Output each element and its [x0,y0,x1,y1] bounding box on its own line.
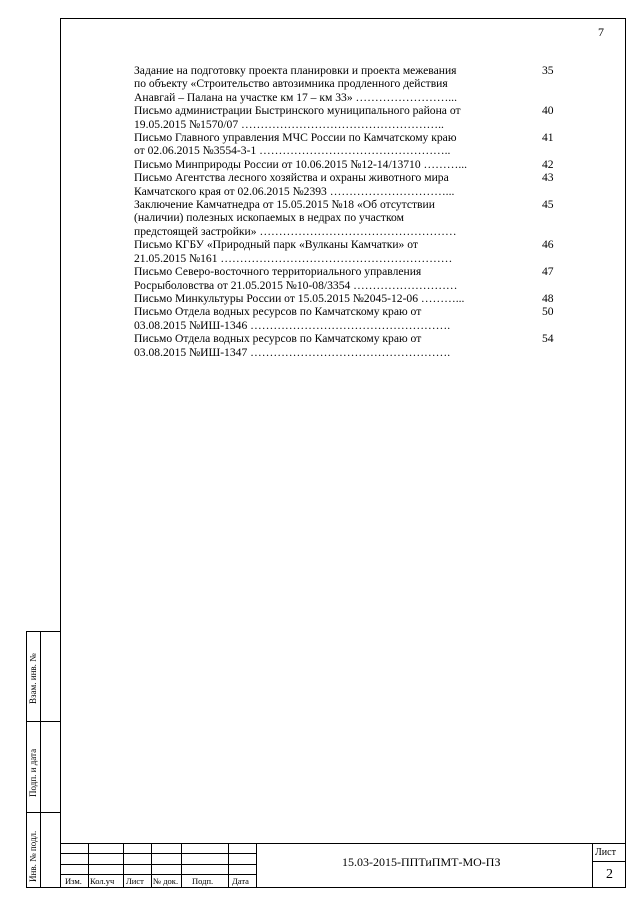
stamp-col-line [88,843,89,888]
title-block-top-border [60,843,626,844]
toc-entry-line: Письмо Отдела водных ресурсов по Камчатскому краю от [134,305,422,319]
toc-entry [134,171,564,198]
toc-entry-text [134,292,506,305]
toc-entry-text [134,238,506,265]
toc-entry-line: Письмо КГБУ «Природный парк «Вулканы Камчатки» от [134,238,418,252]
table-of-contents [134,64,564,359]
stamp-col-line [151,843,152,888]
toc-entry-line: Письмо администрации Быстринского муниципального района от [134,104,461,118]
sheet-label: Лист [595,847,616,858]
toc-entry-line: Задание на подготовку проекта планировки и проекта межевания [134,64,457,77]
stamp-col-line [181,843,182,888]
toc-entry [134,332,564,359]
sheet-divider [593,861,626,862]
toc-entry-text [134,158,506,171]
toc-entry-page: 43 [542,171,554,185]
toc-entry-text [134,332,506,359]
side-divider [27,812,61,813]
toc-entry-page: 50 [542,305,554,319]
toc-entry-page: 40 [542,104,554,118]
page-number: 7 [598,25,604,39]
toc-entry-page: 46 [542,238,554,252]
toc-entry-page: 54 [542,332,554,346]
side-label-podp-data: Подп. и дата [28,748,38,797]
sheet-number: 2 [606,867,613,882]
stamp-col-data: Дата [232,876,249,886]
side-label-vzam-inv: Взам. инв. № [28,653,38,704]
toc-entry [134,158,564,171]
toc-entry [134,104,564,131]
toc-entry-text [134,305,506,332]
toc-entry-line: Письмо Главного управления МЧС России по Камчатскому краю [134,131,457,145]
toc-entry [134,131,564,158]
toc-entry-page: 41 [542,131,554,145]
toc-entry-line: Письмо Агентства лесного хозяйства и охраны животного мира [134,171,449,185]
toc-entry-line: Письмо Отдела водных ресурсов по Камчатскому краю от [134,332,422,346]
toc-entry [134,292,564,305]
toc-entry-page: 45 [542,198,554,212]
toc-entry-page: 35 [542,64,554,77]
stamp-col-line [123,843,124,888]
document-code: 15.03-2015-ППТиПМТ-МО-ПЗ [342,855,501,869]
stamp-col-doc-no: № док. [153,876,179,886]
toc-entry-text [134,265,506,292]
toc-entry [134,265,564,292]
stamp-col-list: Лист [126,876,144,886]
stamp-col-podp: Подп. [192,876,214,886]
side-label-inv-podl: Инв. № подл. [28,830,38,882]
toc-entry-text [134,64,506,104]
stamp-col-line [228,843,229,888]
toc-entry-line: по объекту «Строительство автозимника продленного действия [134,77,448,91]
toc-entry-line: от 02.06.2015 №3554-3-1 ………………………………………….. [134,144,451,158]
toc-entry-page: 47 [542,265,554,279]
toc-entry-line: Письмо Минкультуры России от 15.05.2015 №2045-12-06 ………... [134,291,465,305]
toc-entry-line: предстоящей застройки» …………………………………………… [134,224,457,238]
toc-entry-page: 48 [542,291,554,305]
toc-entry-line: 03.08.2015 №ИШ-1347 ……………………………………………. [134,345,451,359]
title-block [60,843,626,888]
stamp-col-kol-uch: Кол.уч [90,876,115,886]
sheet-box [592,843,626,888]
toc-entry [134,198,564,238]
toc-entry-line: Заключение Камчатнедра от 15.05.2015 №18 «Об отсутствии [134,198,435,212]
stamp-row-line [60,874,256,875]
toc-entry-line: Анавгай – Палана на участке км 17 – км 33» ……………………... [134,90,457,104]
toc-entry-line: (наличии) полезных ископаемых в недрах по участком [134,211,404,225]
toc-entry-line: 21.05.2015 №161 …………………………………………………… [134,251,453,265]
stamp-col-line [256,843,257,888]
stamp-col-izm: Изм. [65,876,82,886]
side-divider [27,721,61,722]
toc-entry-line: Росрыболовства от 21.05.2015 №10-08/3354 ……………………… [134,278,458,292]
toc-entry-line: Письмо Минприроды России от 10.06.2015 №12-14/13710 ………... [134,157,468,171]
toc-entry-line: Камчатского края от 02.06.2015 №2393 …………………………... [134,184,455,198]
toc-entry-line: 19.05.2015 №1570/07 …………………………………………….. [134,117,444,131]
toc-entry [134,64,564,104]
toc-entry-text [134,198,506,238]
toc-entry-text [134,104,506,131]
toc-entry [134,238,564,265]
stamp-row-line [60,853,256,854]
side-stamp [26,631,61,888]
toc-entry-text [134,171,506,198]
stamp-row-line [60,864,256,865]
toc-entry-line: 03.08.2015 №ИШ-1346 ……………………………………………. [134,318,451,332]
toc-entry-page: 42 [542,157,554,171]
toc-entry-line: Письмо Северо-восточного территориального управления [134,265,422,279]
toc-entry-text [134,131,506,158]
toc-entry [134,305,564,332]
